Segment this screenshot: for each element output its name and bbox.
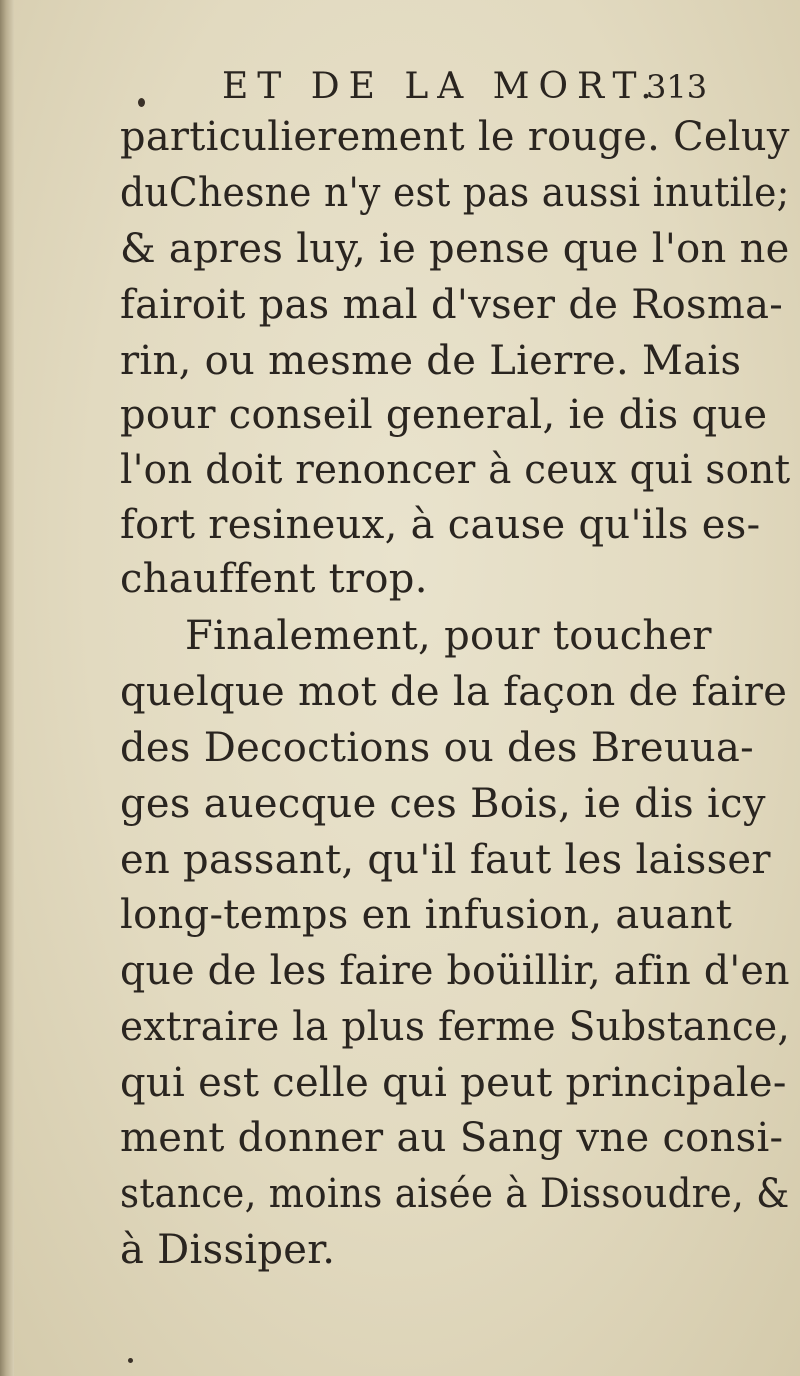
text-line: rin, ou mesme de Lierre. Mais [120, 338, 742, 384]
text-line: des Decoctions ou des Breuua- [120, 725, 754, 771]
text-line: particulierement le rouge. Celuy [120, 114, 790, 160]
paragraph-start-line: Finalement, pour toucher [185, 613, 712, 659]
text-line: ment donner au Sang vne consi- [120, 1115, 784, 1161]
text-line: qui est celle qui peut principale- [120, 1060, 787, 1106]
page-number: 313 [646, 68, 708, 106]
text-line: que de les faire boüillir, afin d'en [120, 948, 790, 994]
text-line: & apres luy, ie pense que l'on ne [120, 226, 790, 272]
text-line: fort resineux, à cause qu'ils es- [120, 502, 761, 548]
text-line: extraire la plus ferme Substance, [120, 1004, 791, 1050]
binding-edge [0, 0, 14, 1376]
text-line: chauffent trop. [120, 556, 428, 602]
running-head [0, 66, 800, 116]
text-line: fairoit pas mal d'vser de Rosma- [120, 282, 784, 328]
text-line: duChesne n'y est pas aussi inutile; [120, 170, 790, 216]
text-line: ges auecque ces Bois, ie dis icy [120, 781, 766, 827]
text-line: long-temps en infusion, auant [120, 892, 733, 938]
text-line: à Dissiper. [120, 1227, 336, 1273]
text-line: l'on doit renoncer à ceux qui sont [120, 447, 791, 493]
text-line: en passant, qu'il faut les laisser [120, 837, 771, 883]
text-line: pour conseil general, ie dis que [120, 392, 768, 438]
text-line: stance, moins aisée à Dissoudre, & [120, 1171, 790, 1217]
running-head-title: ET DE LA MORT. [222, 66, 661, 107]
text-line: quelque mot de la façon de faire [120, 669, 788, 715]
ink-speck [128, 1358, 133, 1363]
ink-speck [138, 98, 145, 107]
